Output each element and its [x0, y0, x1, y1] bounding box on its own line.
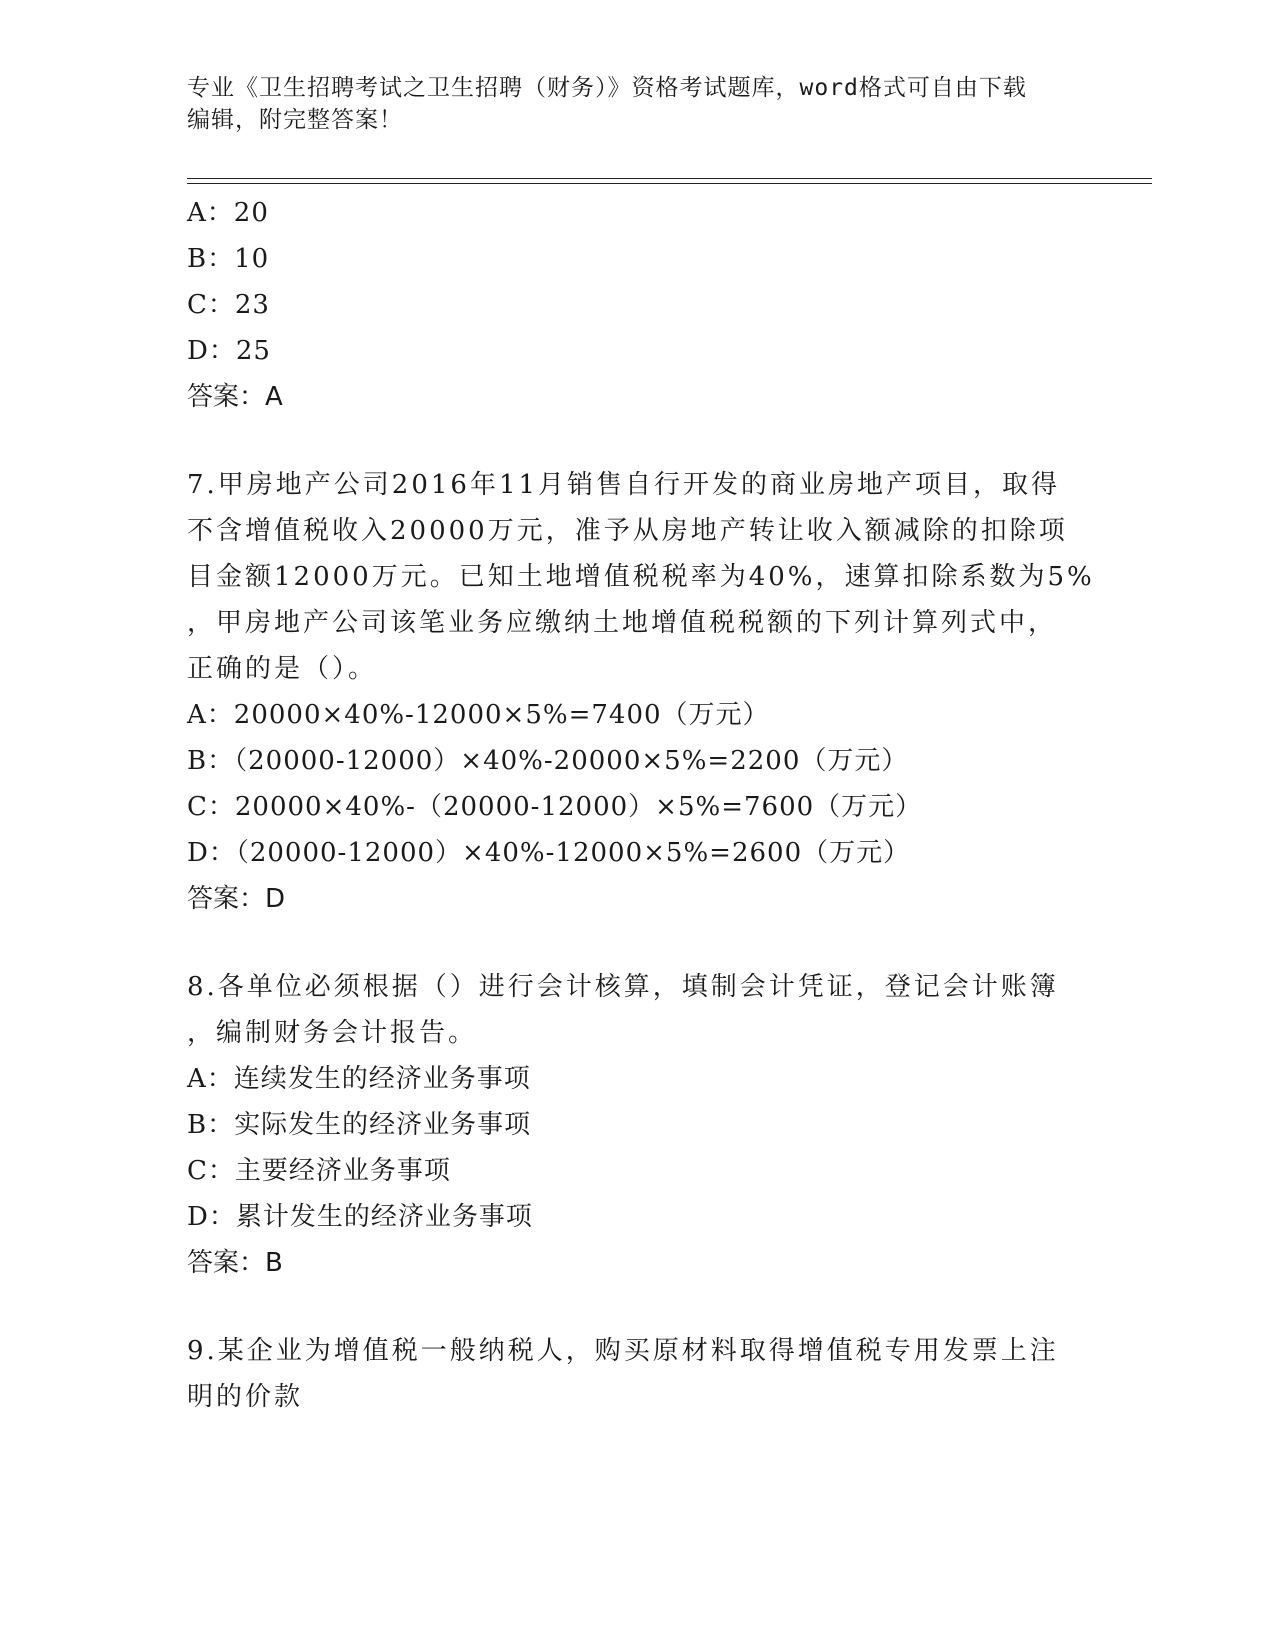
- answer: 答案：B: [187, 1248, 283, 1278]
- option-d: D：25: [187, 336, 271, 366]
- question-6: [187, 190, 1067, 420]
- question-text-line: ，编制财务会计报告。: [187, 1018, 478, 1048]
- header-line-2: 编辑，附完整答案！: [187, 107, 403, 133]
- header-divider-bottom: [187, 183, 1152, 184]
- question-text-line: 8.各单位必须根据（）进行会计核算，填制会计凭证，登记会计账簿: [187, 972, 1059, 1002]
- question-text-line: 不含增值税收入20000万元，准予从房地产转让收入额减除的扣除项: [187, 516, 1068, 546]
- question-7: [187, 462, 1095, 922]
- option-c: C：主要经济业务事项: [187, 1156, 451, 1186]
- option-c: C：23: [187, 290, 270, 320]
- answer: 答案：A: [187, 382, 283, 412]
- option-c: C：20000×40%-（20000-12000）×5%=7600（万元）: [187, 792, 923, 822]
- option-a: A：20000×40%-12000×5%=7400（万元）: [187, 700, 770, 730]
- question-text-line: 9.某企业为增值税一般纳税人，购买原材料取得增值税专用发票上注: [187, 1336, 1059, 1366]
- question-9: [187, 1328, 1067, 1420]
- answer: 答案：D: [187, 884, 286, 914]
- option-b: B：10: [187, 244, 270, 274]
- option-d: D：（20000-12000）×40%-12000×5%=2600（万元）: [187, 838, 911, 868]
- question-text-line: ，甲房地产公司该笔业务应缴纳土地增值税税额的下列计算列式中，: [187, 608, 1058, 638]
- question-8: [187, 964, 1067, 1286]
- question-text-line: 7.甲房地产公司2016年11月销售自行开发的商业房地产项目，取得: [187, 470, 1061, 500]
- option-b: B：实际发生的经济业务事项: [187, 1110, 532, 1140]
- question-text-line: 正确的是（）。: [187, 654, 378, 684]
- header-line-1: 专业《卫生招聘考试之卫生招聘（财务）》资格考试题库，word格式可自由下载: [187, 75, 1027, 101]
- document-header: [187, 72, 1087, 136]
- question-text-line: 明的价款: [187, 1382, 304, 1412]
- option-b: B：（20000-12000）×40%-20000×5%=2200（万元）: [187, 746, 909, 776]
- option-a: A：20: [187, 198, 269, 228]
- header-divider-top: [187, 178, 1152, 179]
- option-a: A：连续发生的经济业务事项: [187, 1064, 531, 1094]
- document-body: [187, 190, 1095, 1420]
- option-d: D：累计发生的经济业务事项: [187, 1202, 533, 1232]
- question-text-line: 目金额12000万元。已知土地增值税税率为40%，速算扣除系数为5%: [187, 562, 1095, 592]
